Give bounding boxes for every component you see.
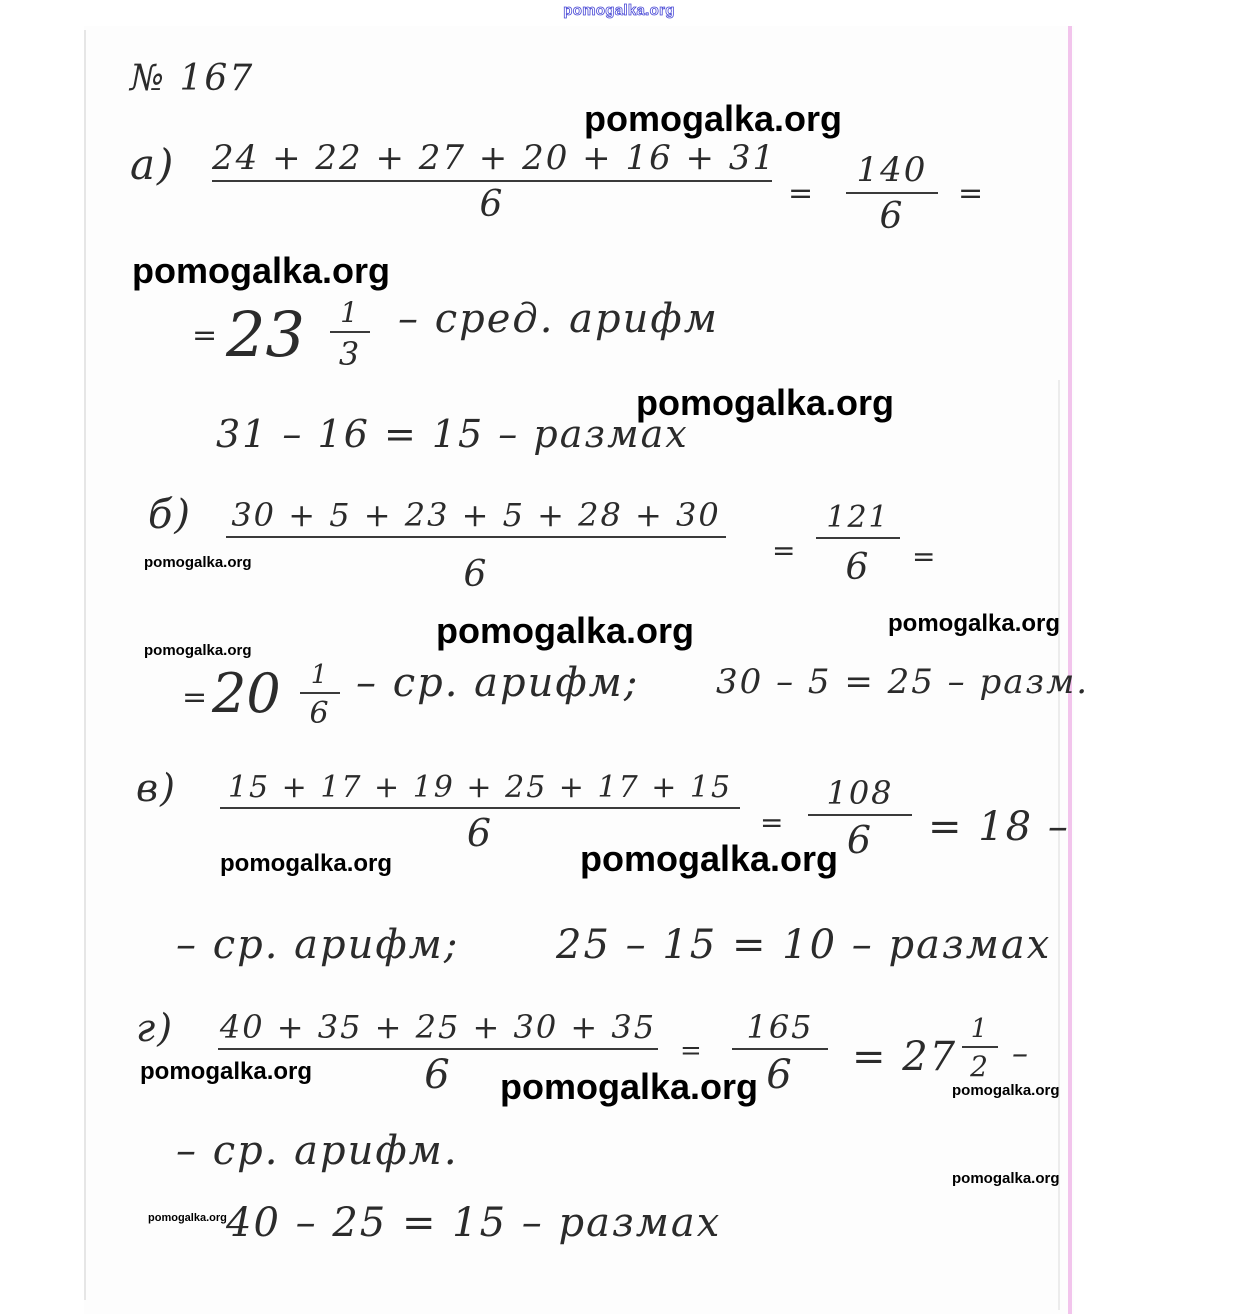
part-g-result-frac-denominator: 2	[970, 1050, 990, 1083]
part-b-equals-2: =	[912, 540, 938, 573]
part-g-result-prefix: = 27	[852, 1034, 958, 1080]
part-b-mean-numerator: 1	[310, 660, 330, 690]
part-v-equals-1: =	[760, 806, 786, 839]
part-b-mean-prefix: =	[182, 680, 210, 715]
watermark-text: pomogalka.org	[952, 1082, 1060, 1099]
fraction-bar	[300, 692, 340, 694]
part-v-numerator: 15 + 17 + 19 + 25 + 17 + 15	[227, 770, 733, 805]
part-g-range: 40 – 25 = 15 – размах	[226, 1200, 722, 1246]
part-v-result-denominator: 6	[846, 818, 874, 862]
fraction-bar	[220, 807, 740, 809]
watermark-text: pomogalka.org	[636, 382, 895, 423]
fraction-bar	[226, 536, 726, 538]
watermark-text: pomogalka.org	[148, 1212, 227, 1224]
part-g-result-numerator: 165	[746, 1008, 814, 1046]
part-v-label: в)	[136, 766, 177, 810]
part-g-mean: – ср. арифм.	[176, 1128, 459, 1174]
watermark-text: pomogalka.org	[500, 1066, 759, 1107]
site-logo-watermark[interactable]: pomogalka.org	[563, 2, 675, 19]
part-a-mean-whole: 23	[226, 298, 305, 371]
part-a-mean-numerator: 1	[340, 296, 360, 329]
part-a-numerator: 24 + 22 + 27 + 20 + 16 + 31	[212, 138, 777, 178]
part-a-label: а)	[130, 140, 176, 189]
part-a-result-fraction	[846, 150, 938, 237]
part-g-numerator: 40 + 35 + 25 + 30 + 35	[219, 1008, 657, 1046]
part-a-mean-denominator: 3	[338, 335, 362, 373]
part-g-result-mixed-fraction	[962, 1014, 998, 1083]
part-b-result-denominator: 6	[845, 547, 871, 588]
part-v-denominator: 6	[466, 811, 494, 855]
part-a-mean-fraction	[330, 296, 370, 373]
part-b-mean-denominator: 6	[309, 696, 331, 731]
part-a-mean-prefix: =	[192, 318, 220, 353]
fraction-bar	[732, 1048, 828, 1050]
part-v-range: 25 – 15 = 10 – размах	[556, 922, 1052, 968]
fraction-bar	[808, 814, 912, 816]
part-g-result-denominator: 6	[766, 1052, 794, 1098]
part-g-denominator: 6	[424, 1052, 452, 1098]
part-b-range: 30 – 5 = 25 – разм.	[716, 662, 1090, 702]
fraction-bar	[330, 331, 370, 333]
part-b-label: б)	[148, 492, 193, 538]
part-a-fraction	[212, 138, 777, 225]
part-v-result: = 18 –	[928, 804, 1070, 850]
watermark-text: pomogalka.org	[888, 610, 1061, 637]
part-b-fraction	[226, 496, 726, 595]
part-a-range: 31 – 16 = 15 – размах	[216, 412, 689, 456]
fraction-bar	[846, 192, 938, 194]
watermark-text: pomogalka.org	[436, 610, 695, 651]
watermark-text: pomogalka.org	[220, 850, 393, 877]
part-b-numerator: 30 + 5 + 23 + 5 + 28 + 30	[231, 496, 721, 534]
part-b-equals-1: =	[772, 534, 798, 567]
fraction-bar	[816, 537, 900, 539]
part-a-equals-1: =	[788, 176, 816, 211]
problem-number: № 167	[130, 58, 255, 99]
part-g-result-suffix: –	[1012, 1034, 1030, 1072]
part-a-equals-2: =	[958, 176, 986, 211]
part-a-mean-text: – сред. арифм	[398, 296, 719, 342]
part-g-equals-1: =	[680, 1036, 704, 1066]
part-b-mean-fraction	[300, 660, 340, 731]
part-b-mean-whole: 20	[212, 662, 281, 725]
page-edge-left	[84, 30, 86, 1300]
part-b-mean-text: – ср. арифм;	[356, 660, 640, 706]
part-v-result-numerator: 108	[826, 774, 894, 812]
fraction-bar	[212, 180, 772, 182]
part-g-label: г)	[136, 1006, 175, 1050]
watermark-text: pomogalka.org	[580, 838, 839, 879]
part-g-result-frac-numerator: 1	[970, 1014, 990, 1044]
watermark-text: pomogalka.org	[952, 1170, 1060, 1187]
part-a-denominator: 6	[479, 184, 505, 225]
part-a-result-numerator: 140	[856, 150, 928, 190]
part-b-denominator: 6	[463, 554, 489, 595]
watermark-text: pomogalka.org	[144, 642, 252, 659]
fraction-bar	[218, 1048, 658, 1050]
watermark-text: pomogalka.org	[144, 554, 252, 571]
part-v-mean: – ср. арифм;	[176, 922, 460, 968]
part-b-result-numerator: 121	[826, 500, 890, 535]
part-b-result-fraction	[816, 500, 900, 588]
watermark-text: pomogalka.org	[132, 250, 391, 291]
part-a-result-denominator: 6	[879, 196, 905, 237]
fraction-bar	[962, 1046, 998, 1048]
watermark-text: pomogalka.org	[140, 1058, 313, 1085]
watermark-text: pomogalka.org	[584, 98, 843, 139]
